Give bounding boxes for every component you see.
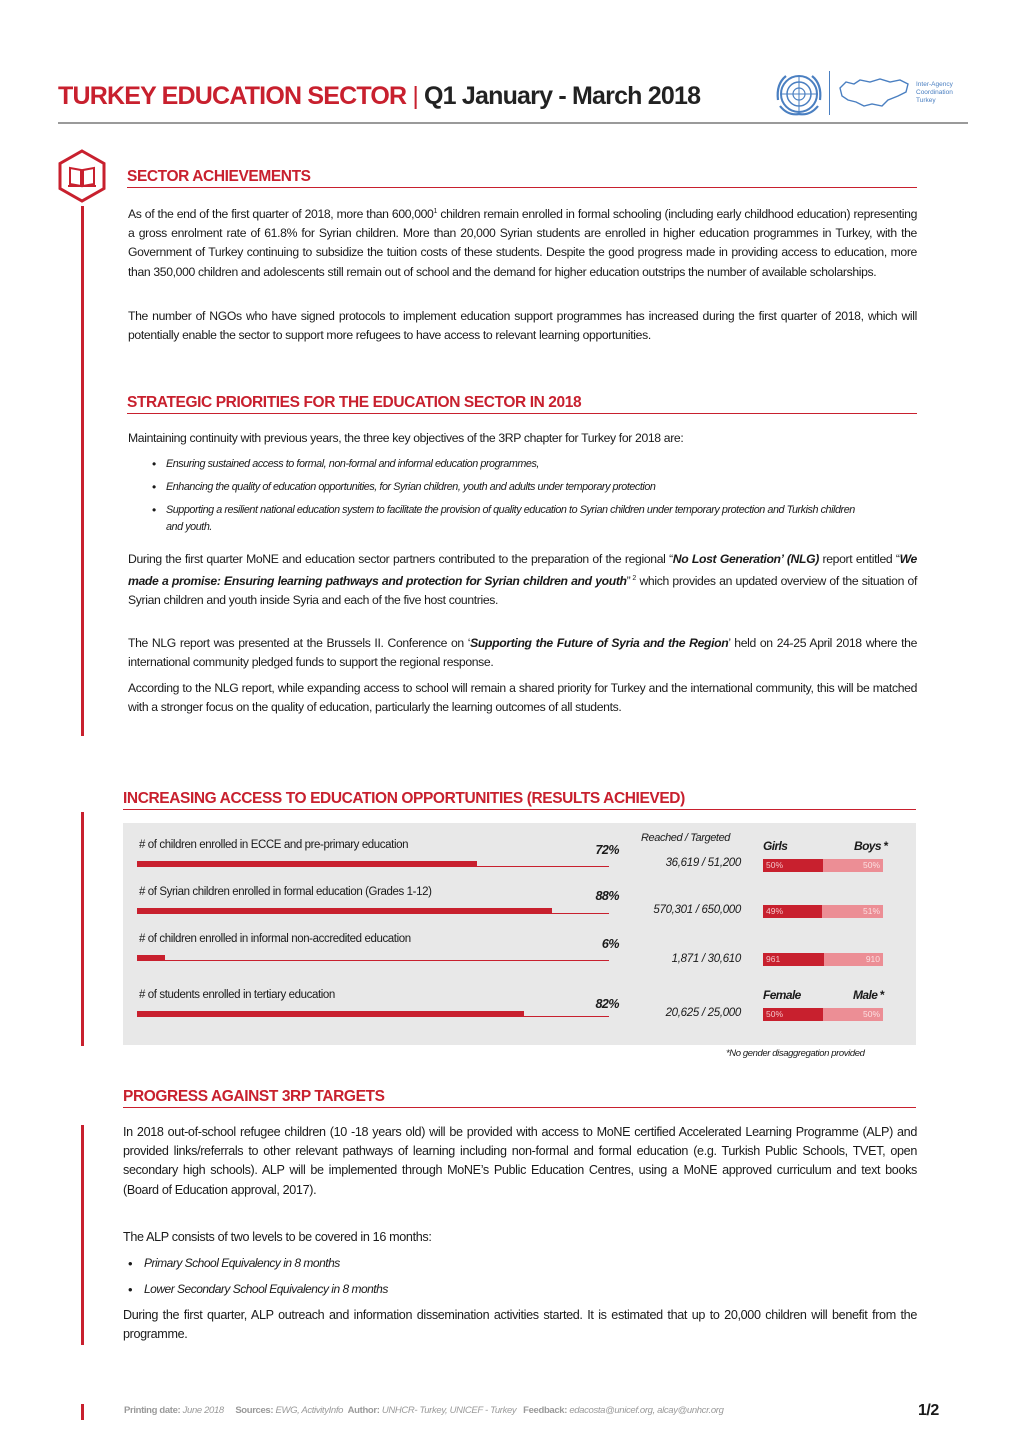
section-side-line	[81, 1125, 84, 1345]
gender-header-female: Female	[763, 988, 801, 1002]
priorities-text: report entitled “	[818, 552, 900, 566]
results-chart-panel	[123, 823, 916, 1045]
list-item: • Supporting a resilient national education system to facilitate the provision of quality education to Syrian children under temporary protection and Turkish children and youth.	[152, 502, 872, 536]
priorities-text: The NLG report was presented at the Brussels II. Conference on ‘	[128, 636, 471, 650]
achievements-text: children remain enrolled in formal schooling (including early childhood education) representing a gross enrolment rate of 61.8% for Syrian children. More than 20,000 Syrian students are enrolled in higher education programmes in Turkey, with the Government of Turkey continuing to subsidize the tuition costs of these students. Despite the good progress made in providing access to education, more than 350,000 children and adolescents still remain out of school and the demand for higher education outstrips the number of available scholarships.	[128, 207, 917, 279]
gender-header-male	[853, 988, 884, 1002]
section-title-priorities: STRATEGIC PRIORITIES FOR THE EDUCATION SECTOR IN 2018	[127, 394, 917, 414]
footer-side-line	[81, 1404, 84, 1420]
book-hexagon-icon	[54, 148, 110, 204]
achievements-text: As of the end of the first quarter of 2018, more than 600,000	[128, 207, 434, 222]
indicator-bar-track	[137, 1011, 609, 1017]
gender-right-segment: 51%	[822, 905, 883, 918]
indicator-label: # of children enrolled in informal non-accredited education	[139, 933, 411, 945]
gender-left-segment: 50%	[763, 1008, 823, 1021]
gender-split-bar	[763, 905, 883, 918]
reached-targeted-value: 570,301 / 650,000	[653, 904, 741, 916]
logo-text-line: Turkey	[916, 97, 936, 104]
indicator-percent: 82%	[595, 997, 619, 1011]
priorities-text: ’ held on 24-25 April 2018 where the international community pledged funds to support the regional response.	[128, 636, 917, 670]
footer-label: Author:	[347, 1405, 380, 1416]
priorities-paragraph-3: According to the NLG report, while expanding access to school will remain a shared priority for Turkey and the international community, this will be matched with a stronger focus on the quality of education, particularly the learning outcomes of all students.	[128, 681, 917, 715]
list-item: • Lower Secondary School Equivalency in 8 months	[126, 1281, 726, 1298]
gender-footnote: *No gender disaggregation provided	[726, 1048, 865, 1059]
gender-split-bar	[763, 859, 883, 872]
reached-targeted-header: Reached / Targeted	[641, 832, 731, 844]
gender-split-bar	[763, 1008, 883, 1021]
section-title-progress: PROGRESS AGAINST 3RP TARGETS	[123, 1088, 916, 1108]
logo-text-line: Coordination	[916, 89, 953, 96]
priorities-paragraph-1	[128, 550, 917, 611]
footer-value: June 2018	[182, 1405, 224, 1416]
un-emblem-icon	[772, 70, 826, 118]
indicator-bar	[137, 861, 477, 867]
page-number: 1/2	[918, 1402, 939, 1419]
indicator-bar	[137, 955, 165, 961]
logo-text-line: Inter-Agency	[916, 81, 953, 88]
conference-title: Supporting the Future of Syria and the Region	[470, 636, 729, 650]
section-title-achievements: SECTOR ACHIEVEMENTS	[127, 168, 917, 188]
progress-paragraph-1: In 2018 out-of-school refugee children (10 -18 years old) will be provided with access to MoNE certified Accelerated Learning Programme (ALP) and provided links/referrals to other relevant pathways of learning including non-formal and formal education (e.g. Turkish Public Schools, TVET, open secondary high schools). ALP will be implemented through MoNE’s Public Education Centres, using a MoNE approved curriculum and text books (Board of Education approval, 2017).	[123, 1125, 917, 1197]
indicator-bar-track	[137, 861, 609, 867]
priorities-intro: Maintaining continuity with previous years, the three key objectives of the 3RP chapter for Turkey for 2018 are:	[128, 431, 684, 445]
achievements-paragraph-2: The number of NGOs who have signed protocols to implement education support programmes has increased during the first quarter of 2018, which will potentially enable the sector to support more refugees to have access to relevant learning opportunities.	[128, 309, 917, 343]
footnote-ref: 1	[433, 208, 438, 215]
footer-value: UNHCR- Turkey, UNICEF - Turkey	[381, 1405, 517, 1416]
gender-header-girls: Girls	[763, 839, 788, 853]
logo-divider	[829, 71, 830, 115]
progress-bullet-list	[126, 1255, 726, 1307]
indicator-bar-track	[137, 955, 609, 961]
section-side-line	[81, 812, 84, 1046]
gender-left-segment: 49%	[763, 905, 822, 918]
title-period: Q1 January - March 2018	[424, 82, 701, 110]
gender-header-boys-label: Boys	[854, 839, 881, 853]
gender-right-segment: 50%	[823, 859, 883, 872]
title-separator: |	[412, 82, 419, 110]
progress-paragraph-2: The ALP consists of two levels to be covered in 16 months:	[123, 1230, 432, 1244]
list-item: • Ensuring sustained access to formal, non-formal and informal education programmes,	[152, 456, 872, 473]
indicator-percent: 88%	[595, 889, 619, 903]
gender-right-segment: 910	[824, 953, 883, 966]
footer-value: edacosta@unicef.org, alcay@unhcr.org	[569, 1405, 724, 1416]
priorities-text: During the first quarter MoNE and education sector partners contributed to the preparation of the regional “	[128, 552, 673, 566]
page-footer	[124, 1405, 724, 1416]
gender-left-segment: 961	[763, 953, 824, 966]
footer-label: Printing date:	[124, 1405, 181, 1416]
footnote-ref: 2	[630, 575, 636, 583]
indicator-bar-track	[137, 908, 609, 914]
priorities-emphasis: No Lost Generation’ (NLG)	[672, 552, 819, 566]
footer-value: EWG, ActivityInfo	[275, 1405, 344, 1416]
indicator-bar	[137, 908, 552, 914]
priorities-paragraph-2	[128, 634, 917, 672]
gender-header-boys	[854, 839, 888, 853]
section-side-line	[81, 206, 84, 736]
gender-header-male-label: Male	[853, 988, 878, 1002]
list-item: • Primary School Equivalency in 8 months	[126, 1255, 726, 1272]
reached-targeted-value: 36,619 / 51,200	[665, 857, 741, 869]
priorities-text: which provides an updated overview of the situation of Syrian children and youth inside Syria and each of the five host countries.	[128, 574, 917, 608]
turkey-map-icon	[836, 70, 912, 116]
logo-text	[916, 81, 953, 105]
reached-targeted-value: 1,871 / 30,610	[671, 953, 741, 965]
gender-header-mark: *	[883, 839, 888, 853]
list-item: • Enhancing the quality of education opportunities, for Syrian children, youth and adults under temporary protection	[152, 479, 872, 496]
page-title	[58, 82, 700, 111]
gender-right-segment: 50%	[823, 1008, 883, 1021]
indicator-bar	[137, 1011, 524, 1017]
priorities-bullet-list	[152, 456, 872, 542]
gender-header-mark: *	[880, 988, 885, 1002]
gender-left-segment: 50%	[763, 859, 823, 872]
section-title-access: INCREASING ACCESS TO EDUCATION OPPORTUNITIES (RESULTS ACHIEVED)	[123, 790, 916, 810]
report-title: We made a promise: Ensuring learning pathways and protection for Syrian children and youth	[128, 552, 917, 589]
reached-targeted-value: 20,625 / 25,000	[665, 1007, 741, 1019]
indicator-label: # of Syrian children enrolled in formal education (Grades 1-12)	[139, 886, 432, 898]
title-sector: TURKEY EDUCATION SECTOR	[58, 82, 407, 110]
priorities-text: ”	[626, 574, 631, 589]
achievements-paragraph-1	[128, 202, 917, 282]
gender-split-bar	[763, 953, 883, 966]
page-header	[58, 80, 968, 124]
indicator-label: # of children enrolled in ECCE and pre-primary education	[139, 839, 409, 851]
indicator-label: # of students enrolled in tertiary education	[139, 989, 335, 1001]
footer-label: Sources:	[235, 1405, 274, 1416]
indicator-percent: 72%	[595, 843, 619, 857]
indicator-percent: 6%	[601, 937, 619, 951]
progress-paragraph-3: During the first quarter, ALP outreach and information dissemination activities started. It is estimated that up to 20,000 children will benefit from the programme.	[123, 1308, 917, 1342]
footer-label: Feedback:	[523, 1405, 568, 1416]
